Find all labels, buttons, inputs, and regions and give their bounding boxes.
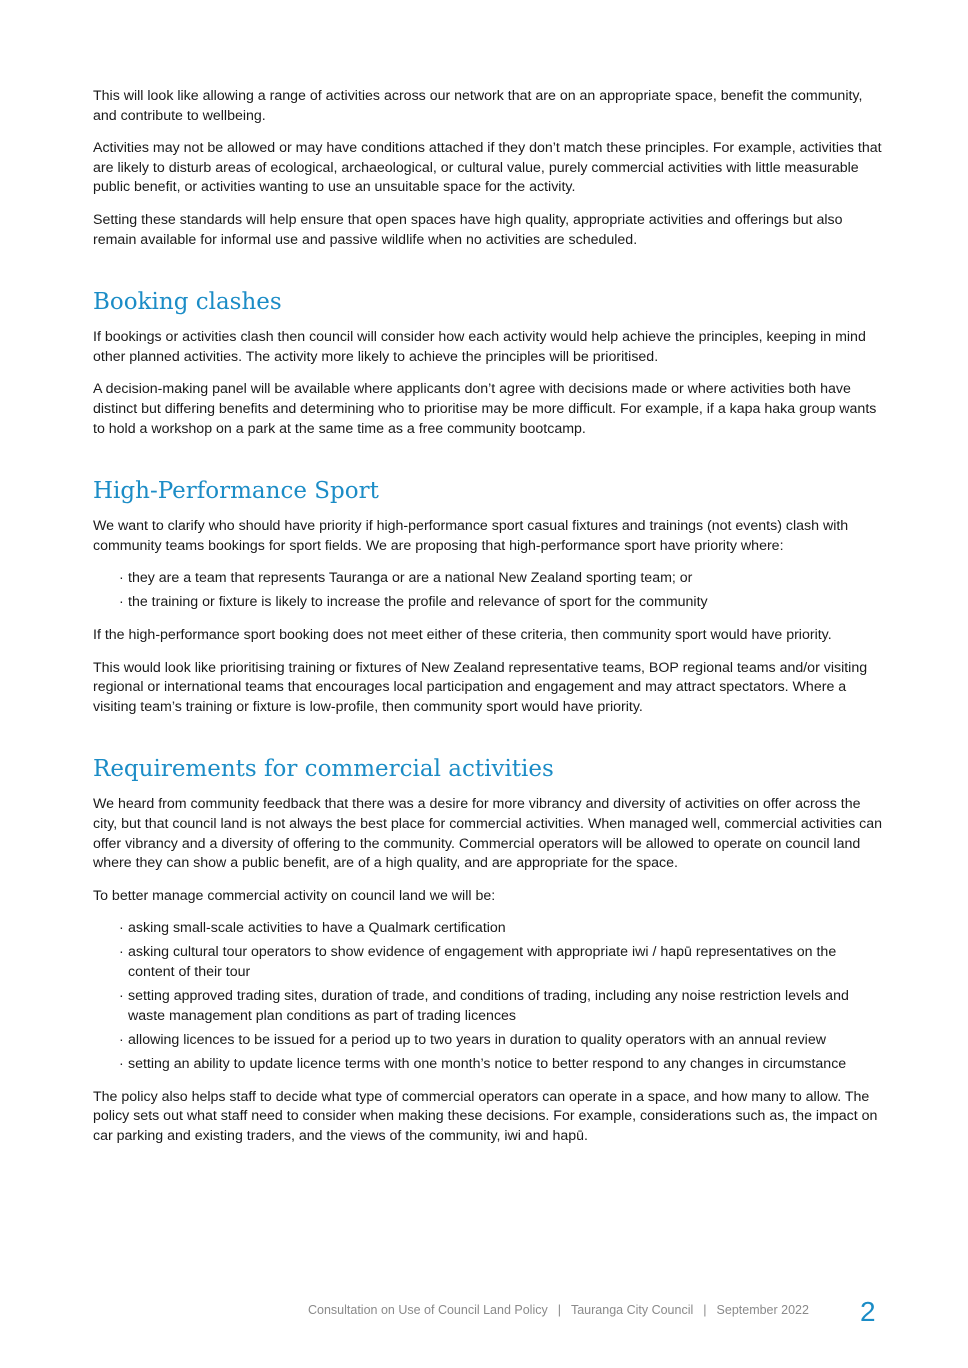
hps-paragraph-2: If the high-performance sport booking does not meet either of these criteria, then community sport would have priority. (93, 627, 832, 643)
list-item: · setting approved trading sites, duration of trade, and conditions of trading, including any noise restriction levels and waste management plan conditions as part of trading licences (119, 987, 883, 1026)
page-number: 2 (860, 1296, 876, 1327)
booking-clashes-section (93, 288, 883, 439)
list-item: · they are a team that represents Tauranga or are a national New Zealand sporting team; or (119, 569, 883, 589)
footer-organisation: Tauranga City Council (570, 1303, 694, 1317)
list-item: · asking small-scale activities to have a Qualmark certification (119, 919, 883, 939)
footer-separator: | (703, 1303, 707, 1317)
commercial-paragraph-3: The policy also helps staff to decide what type of commercial operators can operate in a space, and how many to allow. The policy sets out what staff need to consider when making these decisions. For example, considerations such as, the impact on car parking and existing traders, and the views of the community, iwi and hapū. (93, 1088, 878, 1144)
list-item: · allowing licences to be issued for a period up to two years in duration to quality operators with an annual review (119, 1031, 883, 1051)
booking-paragraph-2: A decision-making panel will be available where applicants don’t agree with decisions made or where activities both have distinct but differing benefits and determining who to prioritise may be more difficult. For example, if a kapa haka group wants to hold a workshop on a park at the same time as a free community bootcamp. (93, 381, 877, 437)
commercial-measures-list (93, 919, 883, 1074)
hps-paragraph-1: We want to clarify who should have priority if high-performance sport casual fixtures and trainings (not events) clash with community teams bookings for sport fields. We are proposing that high-performance sport have priority where: (93, 518, 849, 554)
footer-date: September 2022 (716, 1303, 809, 1317)
booking-paragraph-1: If bookings or activities clash then council will consider how each activity would help achieve the principles, keeping in mind other planned activities. The activity more likely to achieve the principles will be prioritised. (93, 329, 866, 365)
intro-section (93, 87, 883, 250)
commercial-activities-section (93, 755, 883, 1146)
list-item: · the training or fixture is likely to increase the profile and relevance of sport for the community (119, 593, 883, 613)
hps-criteria-list (93, 569, 883, 613)
high-performance-sport-section (93, 477, 883, 717)
commercial-paragraph-1: We heard from community feedback that there was a desire for more vibrancy and diversity of activities on offer across the city, but that council land is not always the best place for commercial activities. When managed well, commercial activities can offer vibrancy and a diversity of offering to the community. Commercial operators will be allowed to operate on council land where they can show a public benefit, are of a high quality, and are appropriate for the space. (93, 796, 883, 872)
booking-clashes-heading: Booking clashes (93, 289, 282, 316)
hps-paragraph-3: This would look like prioritising training or fixtures of New Zealand representative teams, BOP regional teams and/or visiting regional or international teams that encourages local participation and engagement and may attract spectators. Where a visiting team’s training or fixture is low-profile, then community sport would have priority. (93, 659, 868, 715)
commercial-paragraph-2: To better manage commercial activity on council land we will be: (93, 887, 496, 904)
intro-paragraph-2: Activities may not be allowed or may have conditions attached if they don’t match these principles. For example, activities that are likely to disturb areas of ecological, archaeological, or cultural value, purely commercial activities with little measurable public benefit, or activities wanting to use an unsuitable space for the activity. (93, 140, 882, 196)
document-body (93, 87, 883, 1159)
footer-separator: | (557, 1303, 561, 1317)
intro-paragraph-3: Setting these standards will help ensure that open spaces have high quality, appropriate activities and offerings but also remain available for informal use and passive wildlife when no activities are scheduled. (93, 211, 843, 248)
footer-document-title: Consultation on Use of Council Land Policy (308, 1303, 548, 1317)
high-performance-sport-heading: High-Performance Sport (93, 478, 379, 505)
list-item: · setting an ability to update licence terms with one month’s notice to better respond to any changes in circumstance (119, 1055, 883, 1075)
intro-paragraph-1: This will look like allowing a range of activities across our network that are on an appropriate space, benefit the community, and contribute to wellbeing. (93, 88, 863, 124)
commercial-activities-heading: Requirements for commercial activities (93, 756, 554, 783)
list-item: · asking cultural tour operators to show evidence of engagement with appropriate iwi / hapū representatives on the content of their tour (119, 943, 883, 982)
page-footer (308, 1303, 828, 1317)
